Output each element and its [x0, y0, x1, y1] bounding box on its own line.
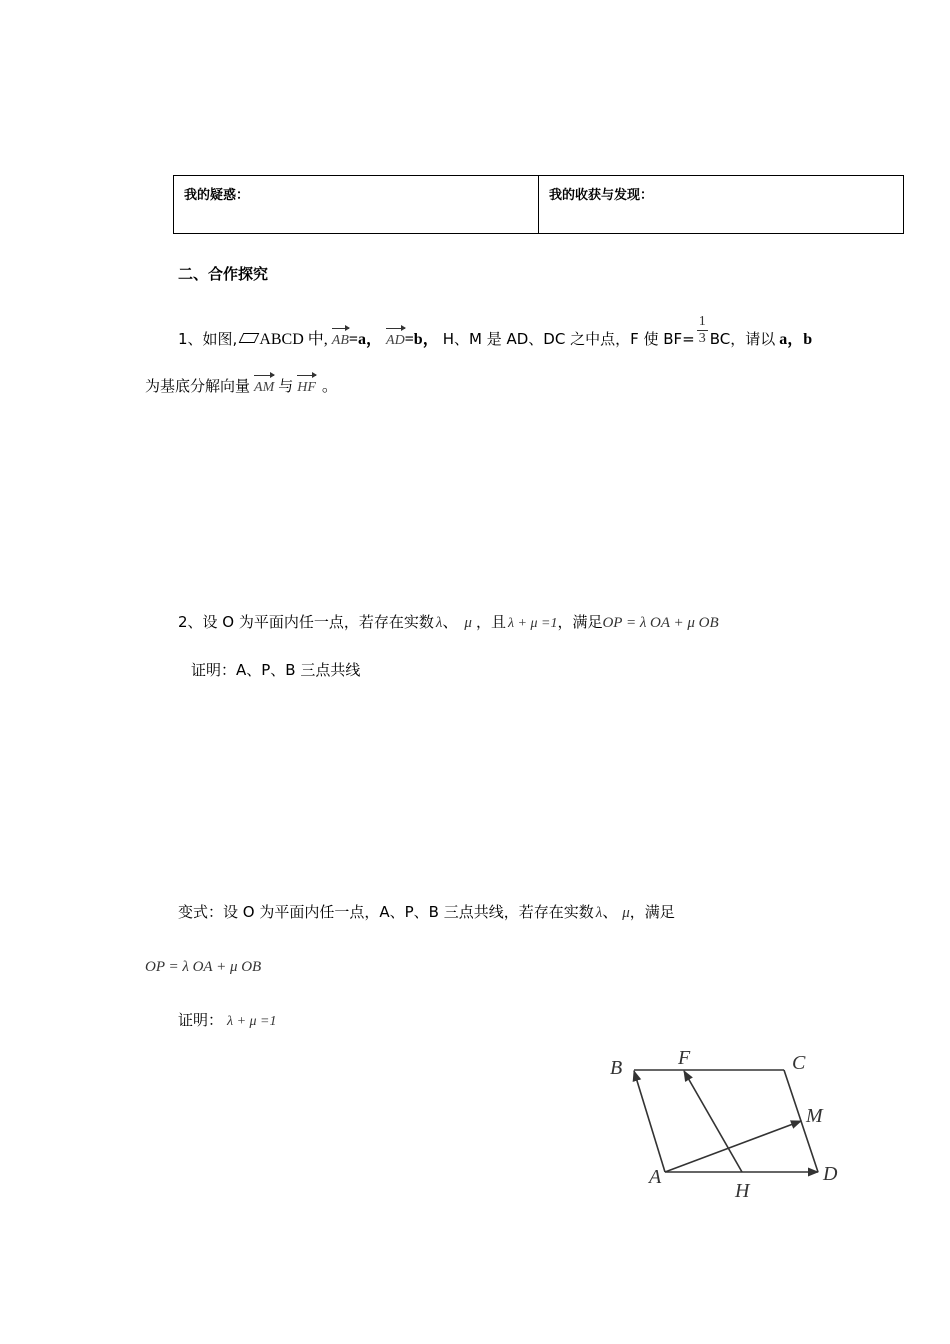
- frac-den: 3: [698, 331, 706, 346]
- variant-text-b: ，满足: [629, 903, 675, 921]
- variant-mu: μ: [622, 905, 630, 921]
- q2-condition: λ + μ =1: [507, 616, 558, 631]
- q2-text-c: ，满足: [557, 613, 603, 631]
- q2-text-a: 2、设 O 为平面内任一点，若存在实数: [178, 613, 434, 631]
- q2-mu: μ: [464, 615, 472, 631]
- parallelogram-icon: [239, 333, 260, 343]
- q2-sep: 、: [442, 612, 459, 631]
- variant-sep: 、: [602, 902, 619, 921]
- vector-hf-line: [684, 1071, 742, 1172]
- question-2-line-1: [178, 612, 719, 634]
- section-title: 二、合作探究: [178, 265, 269, 283]
- label-f: F: [678, 1047, 691, 1069]
- variant-text-a: 变式：设 O 为平面内任一点，A、P、B 三点共线，若存在实数: [178, 903, 594, 921]
- q1-eq-b: =b，: [404, 331, 439, 349]
- fraction-one-third: [697, 314, 708, 347]
- q2-text-b: ，且: [475, 613, 506, 631]
- q2-formula: OP = λ OA + μ OB: [602, 615, 719, 631]
- variant-proof-label: 证明：: [178, 1011, 224, 1029]
- vector-am-line: [665, 1121, 801, 1172]
- q1-end: 。: [321, 376, 338, 395]
- vector-am: AM: [254, 378, 274, 398]
- q1-basis: a，b: [779, 331, 813, 349]
- variant-formula: OP = λ OA + μ OB: [145, 959, 262, 975]
- question-1-line-2: [145, 376, 338, 398]
- q1-with: 与: [278, 377, 294, 395]
- q1-eq-a: =a，: [348, 331, 383, 349]
- findings-cell[interactable]: 我的收获与发现：: [538, 176, 903, 233]
- label-b: B: [610, 1057, 623, 1079]
- label-c: C: [792, 1052, 806, 1074]
- vector-ad: AD: [386, 331, 405, 351]
- variant-lambda: λ: [595, 905, 603, 921]
- q1-prefix: 1、如图,: [178, 330, 238, 349]
- parallelogram-figure: [600, 1040, 860, 1210]
- label-d: D: [823, 1163, 838, 1185]
- question-1-line-1: [178, 314, 813, 357]
- q2-proof: 证明：A、P、B 三点共线: [191, 661, 361, 679]
- vector-ab: AB: [332, 331, 349, 351]
- variant-proof: [178, 1010, 277, 1032]
- variant-line-1: [178, 902, 675, 923]
- notes-table: [173, 175, 904, 234]
- q1-line2-text: 为基底分解向量: [145, 377, 251, 395]
- edge-ab: [634, 1071, 665, 1172]
- q1-tail: BC，请以: [709, 330, 776, 349]
- label-m: M: [806, 1105, 823, 1127]
- q1-mid-text: H、M 是 AD、DC 之中点，F 使 BF=: [442, 330, 695, 349]
- label-a: A: [649, 1166, 662, 1188]
- frac-num: 1: [698, 314, 706, 329]
- variant-proof-cond: λ + μ =1: [227, 1014, 277, 1029]
- q1-abcd: ABCD 中,: [259, 331, 328, 349]
- doubts-cell[interactable]: 我的疑惑：: [184, 188, 250, 203]
- label-h: H: [735, 1180, 750, 1202]
- vector-hf: HF: [297, 378, 316, 398]
- q2-lambda: λ: [435, 615, 443, 631]
